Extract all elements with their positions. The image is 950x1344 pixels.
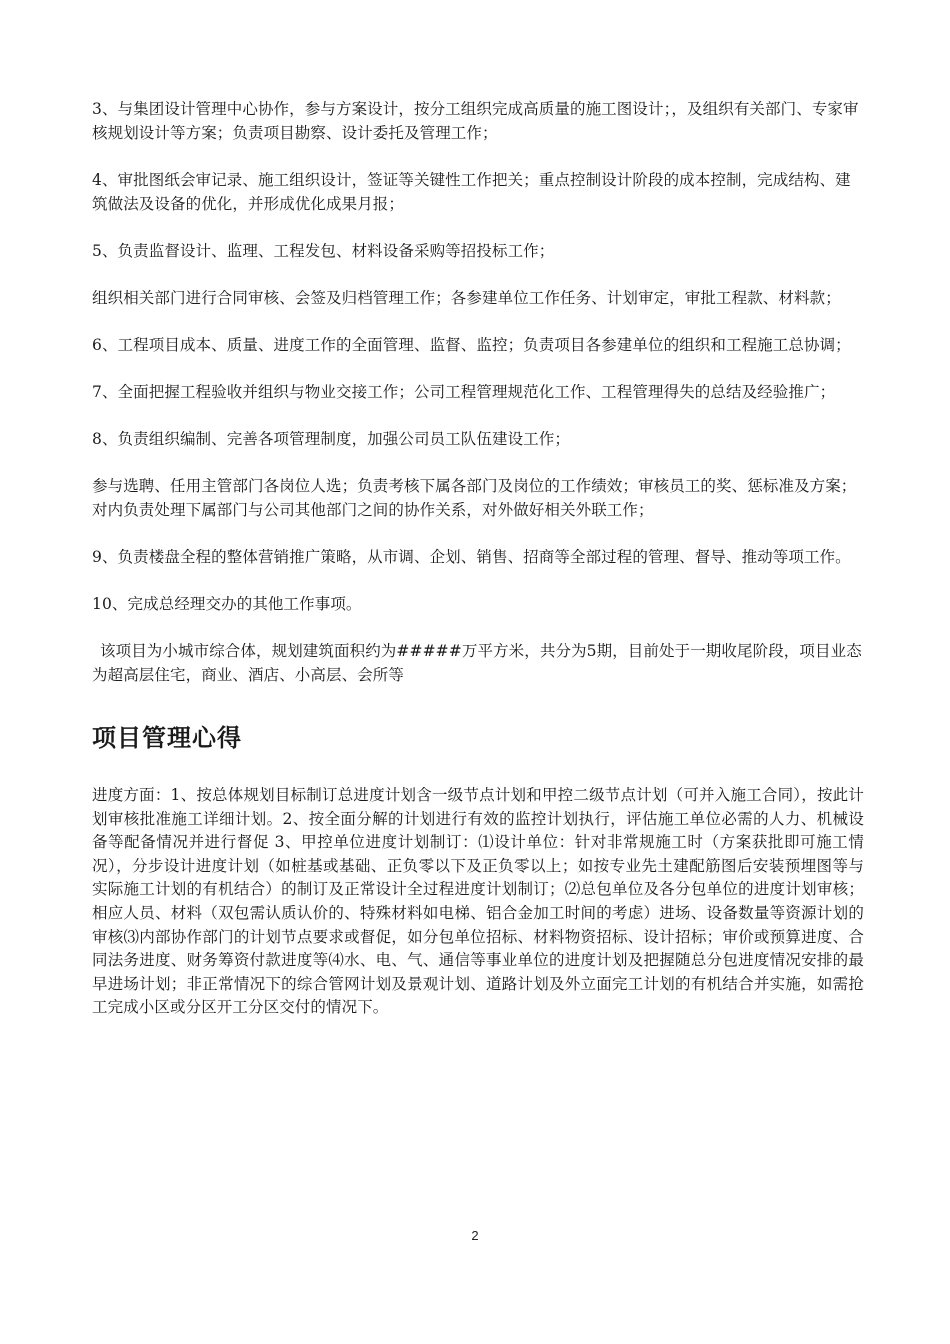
duty-paragraph-8: 8、负责组织编制、完善各项管理制度，加强公司员工队伍建设工作； <box>92 430 570 448</box>
project-note: 该项目为小城市综合体，规划建筑面积约为#####万平方米，共分为5期，目前处于一期收尾阶段，项目业态为超高层住宅，商业、酒店、小高层、会所等 <box>92 642 862 684</box>
duty-paragraph-5: 5、负责监督设计、监理、工程发包、材料设备采购等招投标工作； <box>92 242 555 260</box>
duty-paragraph-10: 10、完成总经理交办的其他工作事项。 <box>92 595 362 613</box>
section-body: 进度方面：1、按总体规划目标制订总进度计划含一级节点计划和甲控二级节点计划（可并入施工合同），按此计划审核批准施工详细计划。2、按全面分解的计划进行有效的监控计划执行，评估施工单位必需的人力、机械设备等配备情况并进行督促 3、甲控单位进度计划制订：⑴设计单位：针对非常规施工时（方案获批即可施工情况），分步设计进度计划（如桩基或基础、正负零以下及正负零以上；如按专业先土建配筋图后安装预埋图等与实际施工计划的有机结合）的制订及正常设计全过程进度计划制订；⑵总包单位及各分包单位的进度计划审核；相应人员、材料（双包需认质认价的、特殊材料如电梯、铝合金加工时间的考虑）进场、设备数量等资源计划的审核⑶内部协作部门的计划节点要求或督促，如分包单位招标、材料物资招标、设计招标；审价或预算进度、合同法务进度、财务筹资付款进度等⑷水、电、气、通信等事业单位的进度计划及把握随总分包进度情况安排的最早进场计划；非正常情况下的综合管网计划及景观计划、道路计划及外立面完工计划的有机结合并实施，如需抢工完成小区或分区开工分区交付的情况下。 <box>92 786 864 1017</box>
duty-paragraph-6: 6、工程项目成本、质量、进度工作的全面管理、监督、监控；负责项目各参建单位的组织和工程施工总协调； <box>92 336 851 354</box>
duty-paragraph-3: 3、与集团设计管理中心协作，参与方案设计，按分工组织完成高质量的施工图设计；，及组织有关部门、专家审核规划设计等方案；负责项目勘察、设计委托及管理工作； <box>92 100 859 142</box>
duty-paragraph-7: 7、全面把握工程验收并组织与物业交接工作；公司工程管理规范化工作、工程管理得失的总结及经验推广； <box>92 383 836 401</box>
section-heading: 项目管理心得 <box>92 724 242 752</box>
duty-paragraph-4: 4、审批图纸会审记录、施工组织设计，签证等关键性工作把关；重点控制设计阶段的成本控制，完成结构、建筑做法及设备的优化，并形成优化成果月报； <box>92 171 851 213</box>
duty-paragraph-5-cont: 组织相关部门进行合同审核、会签及归档管理工作；各参建单位工作任务、计划审定，审批工程款、材料款； <box>92 289 841 307</box>
duty-paragraph-9: 9、负责楼盘全程的整体营销推广策略，从市调、企划、销售、招商等全部过程的管理、督导、推动等项工作。 <box>92 548 851 566</box>
page-number: 2 <box>471 1228 479 1243</box>
duty-paragraph-8-cont: 参与选聘、任用主管部门各岗位人选；负责考核下属各部门及岗位的工作绩效；审核员工的奖、惩标准及方案；对内负责处理下属部门与公司其他部门之间的协作关系，对外做好相关外联工作； <box>92 477 857 519</box>
page-content <box>92 97 864 1043</box>
